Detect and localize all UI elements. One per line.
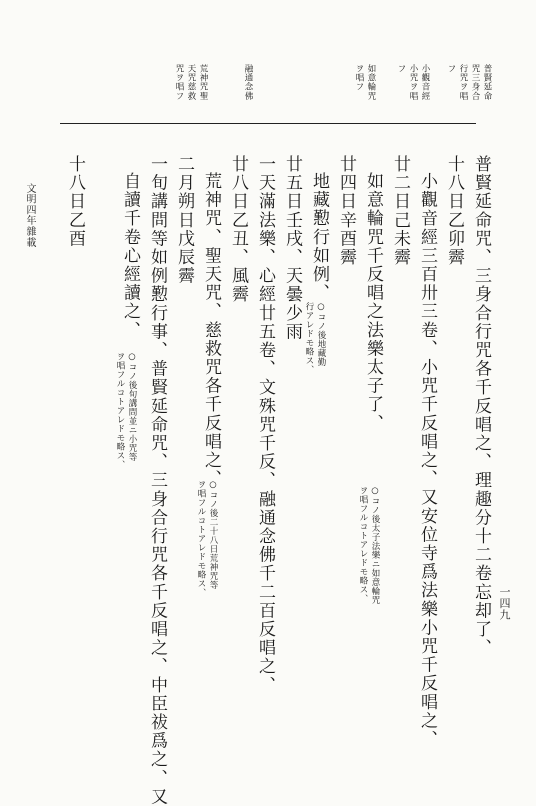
- header-note: 小咒ヲ唱: [408, 64, 418, 101]
- annotation: ヲ唱フルコトアレドモ略ス、: [358, 486, 368, 603]
- text-column: 地藏懃行如例、: [309, 172, 329, 303]
- date-column: 廿二日己未霽: [390, 155, 410, 267]
- header-note: 行咒ヲ唱: [458, 64, 468, 101]
- text-column: 如意輪咒千反唱之法樂太子了、: [363, 172, 383, 433]
- text-column: 小觀音經三百卅三卷、小咒千反唱之、又安位寺爲法樂小咒千反唱之、: [417, 172, 437, 749]
- page-number: 一四九: [498, 586, 511, 621]
- text-column: 荒神咒、聖天咒、慈救咒各千反唱之、: [201, 172, 221, 489]
- header-area: [0, 0, 536, 122]
- date-column: 二月朔日戊辰霽: [174, 155, 194, 286]
- text-column: 自讀千卷心經讀之、: [120, 172, 140, 340]
- annotation: ○コノ後太子法樂ニ如意輪咒: [370, 486, 380, 605]
- date-column: 廿四日辛酉霽: [336, 155, 356, 267]
- text-column: 一天滿法樂、心經廿五卷、文殊咒千反、融通念佛千二百反唱之、: [255, 155, 275, 695]
- header-note: 融通念佛: [243, 64, 253, 101]
- annotation: ヲ唱フルコトアレドモ略ス、: [115, 352, 125, 469]
- header-note: 荒神咒聖: [198, 64, 208, 101]
- header-note: 普賢延命: [482, 64, 492, 101]
- header-note: 小觀音經: [420, 64, 430, 101]
- annotation: 行アレドモ略ス、: [304, 302, 314, 374]
- date-column: 廿五日壬戌、天曇少雨: [282, 155, 302, 341]
- header-note: 如意輪咒: [366, 64, 376, 101]
- annotation: ○コノ後旬講問並ニ小咒等: [127, 352, 137, 462]
- date-column: 十八日乙酉: [65, 155, 85, 248]
- annotation: ヲ唱フルコトアレドモ略ス、: [196, 480, 206, 597]
- header-note: 天咒慈救: [186, 64, 196, 101]
- header-note: ヲ唱フ: [354, 64, 364, 92]
- header-note: フ: [396, 64, 406, 74]
- date-column: 十八日乙卯霽: [444, 155, 464, 267]
- annotation: ○コノ後地藏勤: [316, 302, 326, 367]
- text-column: 普賢延命咒、三身合行咒各千反唱之、理趣分十二卷忘却了、: [471, 155, 491, 658]
- header-note: 咒ヲ唱フ: [174, 64, 184, 101]
- text-column: 一旬講問等如例懃行事、普賢延命咒、三身合行咒各千反唱之、中臣祓爲之、又: [147, 155, 167, 806]
- date-column: 廿八日乙丑、風霽: [228, 155, 248, 304]
- running-title: 文明四年雜載: [24, 183, 35, 248]
- header-note: 咒三身合: [470, 64, 480, 101]
- annotation: ○コノ後二十八日荒神咒等: [208, 480, 218, 590]
- header-rule: [60, 123, 476, 124]
- header-note: フ: [446, 64, 456, 74]
